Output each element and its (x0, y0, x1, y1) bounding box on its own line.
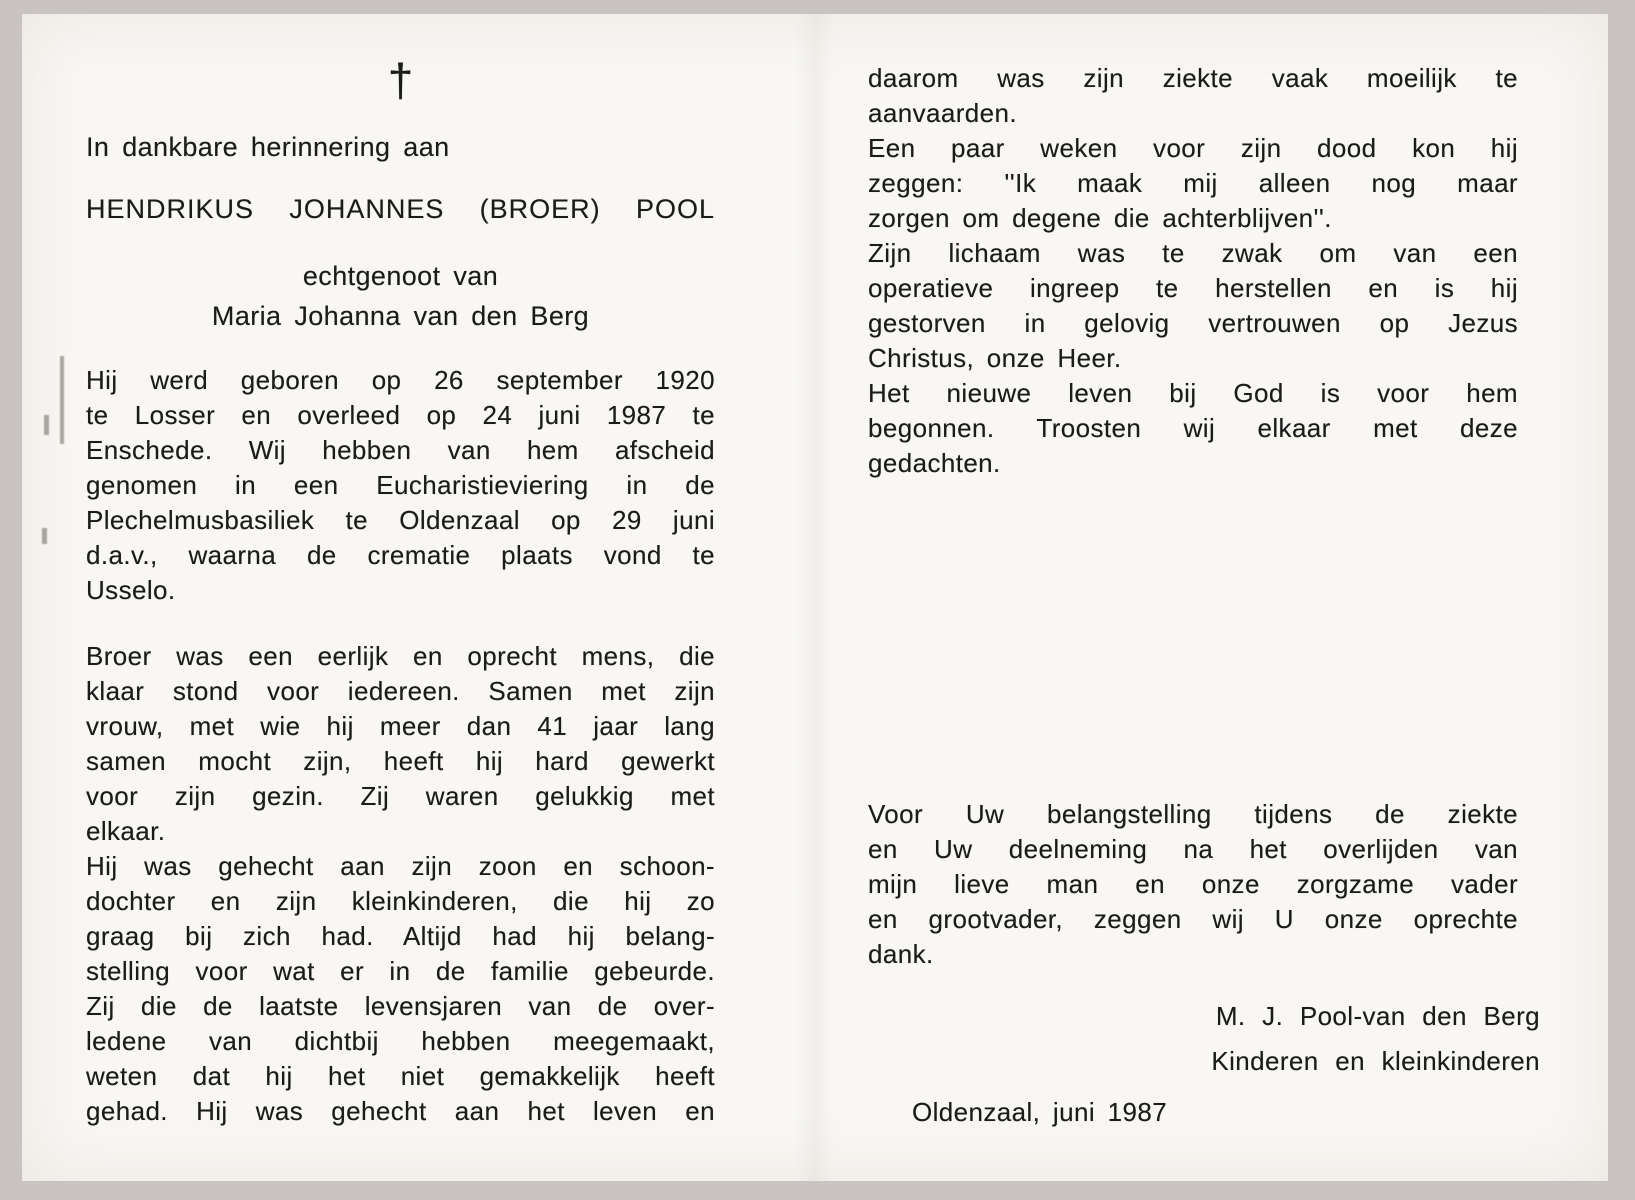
text-line: Hij was gehecht aan zijn zoon en schoon- (86, 851, 715, 881)
relation-line: echtgenoot van (302, 261, 499, 291)
text-line: Usselo. (86, 575, 176, 605)
signature-family: Kinderen en kleinkinderen (1211, 1046, 1540, 1076)
text-line: Een paar weken voor zijn dood kon hij (868, 133, 1518, 163)
scan-artifact (60, 356, 64, 444)
scan-artifact (44, 415, 49, 435)
spouse-name: Maria Johanna van den Berg (211, 301, 590, 331)
text-line: en Uw deelneming na het overlijden van (868, 834, 1518, 864)
text-line: gestorven in gelovig vertrouwen op Jezus (868, 308, 1518, 338)
text-line: Het nieuwe leven bij God is voor hem (868, 378, 1518, 408)
text-line: en grootvader, zeggen wij U onze oprechte (868, 904, 1518, 934)
text-line: begonnen. Troosten wij elkaar met deze (868, 413, 1518, 443)
right-page (868, 14, 1540, 1181)
text-line: ledene van dichtbij hebben meegemaakt, (86, 1026, 715, 1056)
text-line: Enschede. Wij hebben van hem afscheid (86, 435, 715, 465)
intro-line: In dankbare herinnering aan (86, 132, 450, 162)
acknowledgement-paragraph (868, 797, 1518, 972)
text-line: elkaar. (86, 816, 166, 846)
text-line: Plechelmusbasiliek te Oldenzaal op 29 juni (86, 505, 715, 535)
text-line: daarom was zijn ziekte vaak moeilijk te (868, 63, 1518, 93)
text-line: operatieve ingreep te herstellen en is hij (868, 273, 1518, 303)
place-date-line: Oldenzaal, juni 1987 (912, 1097, 1168, 1127)
text-line: genomen in een Eucharistieviering in de (86, 470, 715, 500)
text-line: Voor Uw belangstelling tijdens de ziekte (868, 799, 1518, 829)
text-line: graag bij zich had. Altijd had hij belang- (86, 921, 715, 951)
center-fold (795, 14, 835, 1181)
text-line: dank. (868, 939, 934, 969)
signature-widow: M. J. Pool-van den Berg (1215, 1001, 1540, 1031)
text-line: stelling voor wat er in de familie gebeurde. (86, 956, 715, 986)
text-line: Zijn lichaam was te zwak om van een (868, 238, 1518, 268)
text-line: weten dat hij het niet gemakkelijk heeft (86, 1061, 715, 1091)
text-line: gehad. Hij was gehecht aan het leven en (86, 1096, 715, 1126)
memorial-cross-icon: † (387, 54, 414, 106)
text-line: vrouw, met wie hij meer dan 41 jaar lang (86, 711, 715, 741)
character-paragraph (86, 639, 715, 1129)
text-line: dochter en zijn kleinkinderen, die hij zo (86, 886, 715, 916)
memorial-card-spread (22, 14, 1608, 1181)
text-line: te Losser en overleed op 24 juni 1987 te (86, 400, 715, 430)
text-line: Zij die de laatste levensjaren van de over- (86, 991, 715, 1021)
text-line: gedachten. (868, 448, 1001, 478)
text-line: mijn lieve man en onze zorgzame vader (868, 869, 1518, 899)
text-line: samen mocht zijn, heeft hij hard gewerkt (86, 746, 715, 776)
text-line: Christus, onze Heer. (868, 343, 1122, 373)
continuation-paragraph (868, 61, 1518, 481)
text-line: aanvaarden. (868, 98, 1017, 128)
deceased-name: HENDRIKUS JOHANNES (BROER) POOL (86, 194, 715, 224)
text-line: zorgen om degene die achterblijven''. (868, 203, 1332, 233)
text-line: Hij werd geboren op 26 september 1920 (86, 365, 715, 395)
text-line: zeggen: ''Ik maak mij alleen nog maar (868, 168, 1518, 198)
biography-paragraph (86, 363, 715, 608)
text-line: klaar stond voor iedereen. Samen met zijn (86, 676, 715, 706)
left-page (86, 14, 715, 1181)
text-line: Broer was een eerlijk en oprecht mens, die (86, 641, 715, 671)
scan-artifact (42, 528, 47, 544)
text-line: voor zijn gezin. Zij waren gelukkig met (86, 781, 715, 811)
text-line: d.a.v., waarna de crematie plaats vond te (86, 540, 715, 570)
